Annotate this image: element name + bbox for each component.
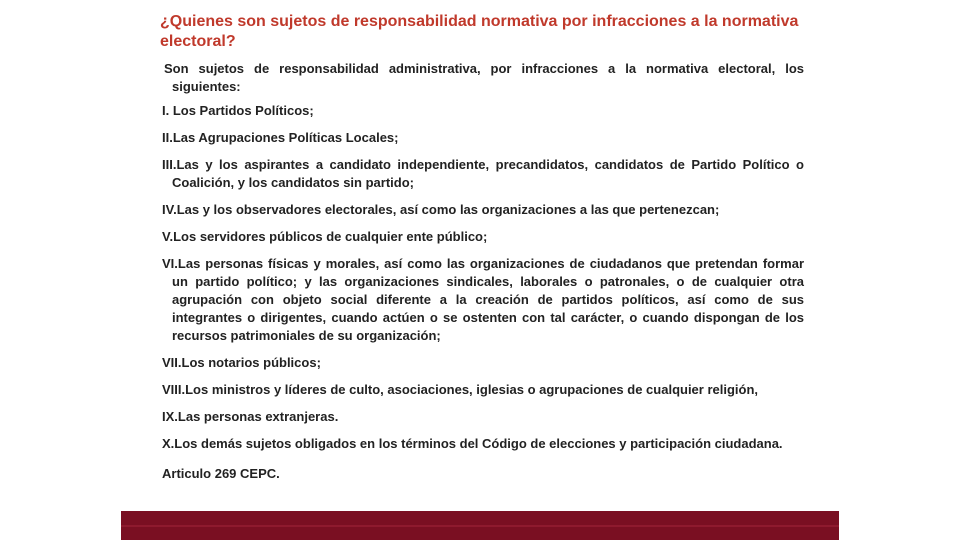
list-item: VI.Las personas físicas y morales, así como las organizaciones de ciudadanos que pretendan formar un partido político; y las organizaciones sindicales, laborales o patronales, o de cualquier otra agrupación con objeto social diferente a la creación de partidos políticos, así como de sus integrantes o dirigentes, cuando actúen o se ostenten con tal carácter, o cuando dispongan de los recursos patrimoniales de su organización; (162, 256, 804, 343)
subjects-list (162, 102, 804, 453)
intro-text: Son sujetos de responsabilidad administrativa, por infracciones a la normativa electoral, los siguientes: (164, 61, 804, 94)
list-item: V.Los servidores públicos de cualquier ente público; (162, 229, 488, 244)
article-reference: Articulo 269 CEPC. (162, 466, 280, 481)
slide-title: ¿Quienes son sujetos de responsabilidad normativa por infracciones a la normativa electoral? (160, 13, 799, 50)
list-item: II.Las Agrupaciones Políticas Locales; (162, 130, 399, 145)
list-item: VII.Los notarios públicos; (162, 355, 321, 370)
slide-content (162, 60, 804, 483)
list-item: III.Las y los aspirantes a candidato independiente, precandidatos, candidatos de Partido Político o Coalición, y los candidatos sin partido; (162, 157, 804, 190)
list-item: I. Los Partidos Políticos; (162, 103, 314, 118)
list-item: IV.Las y los observadores electorales, así como las organizaciones a las que pertenezcan; (162, 202, 720, 217)
list-item: VIII.Los ministros y líderes de culto, asociaciones, iglesias o agrupaciones de cualquier religión, (162, 382, 759, 397)
footer-bar-divider (121, 525, 839, 527)
footer-bar (121, 511, 839, 540)
list-item: IX.Las personas extranjeras. (162, 409, 339, 424)
list-item: X.Los demás sujetos obligados en los términos del Código de elecciones y participación ciudadana. (162, 436, 783, 451)
